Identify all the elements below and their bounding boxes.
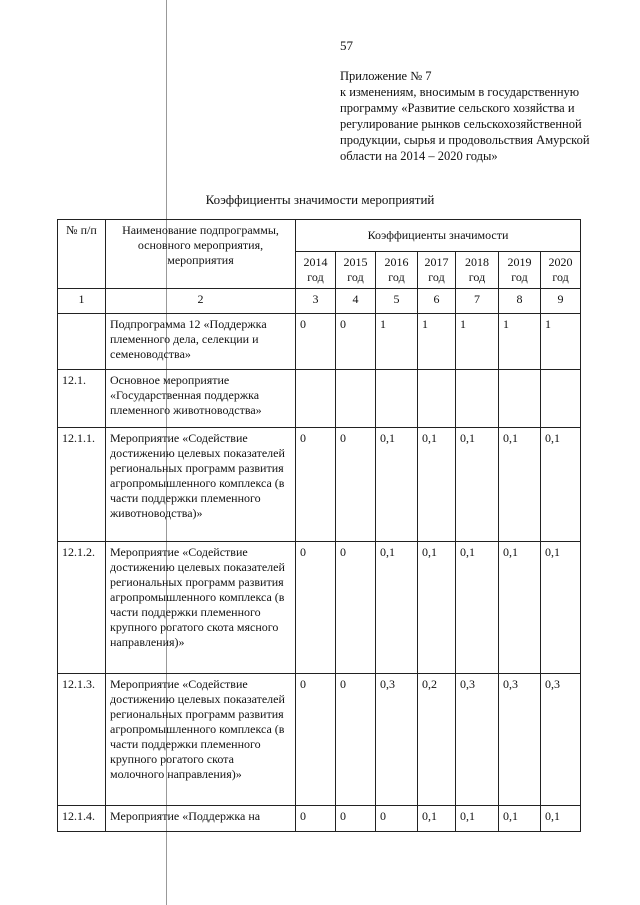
column-number: 2 — [106, 289, 296, 314]
year-cell: 2016 год — [376, 252, 418, 289]
row-value: 0,1 — [456, 806, 499, 832]
row-value: 0,1 — [499, 428, 541, 542]
row-value: 0,2 — [418, 674, 456, 806]
header-name: Наименование подпрограммы, основного мероприятия, мероприятия — [106, 220, 296, 289]
row-name: Мероприятие «Содействие достижению целевых показателей региональных программ развития агропромышленного комплекса (в части поддержки племенного крупного рогатого скота молочного направления)» — [106, 674, 296, 806]
year-cell: 2017 год — [418, 252, 456, 289]
header-number: № п/п — [58, 220, 106, 289]
row-value: 1 — [541, 314, 581, 370]
row-value — [541, 370, 581, 428]
row-value: 0 — [296, 428, 336, 542]
row-value: 0 — [336, 314, 376, 370]
column-number: 4 — [336, 289, 376, 314]
row-number: 12.1.1. — [58, 428, 106, 542]
row-value — [456, 370, 499, 428]
row-value: 1 — [456, 314, 499, 370]
table-row — [58, 314, 581, 370]
row-number — [58, 314, 106, 370]
row-value: 0,1 — [418, 542, 456, 674]
column-number: 8 — [499, 289, 541, 314]
column-number-row — [58, 289, 581, 314]
row-value — [418, 370, 456, 428]
row-name: Основное мероприятие «Государственная поддержка племенного животноводства» — [106, 370, 296, 428]
table-title: Коэффициенты значимости мероприятий — [205, 192, 435, 207]
row-value: 0,1 — [541, 806, 581, 832]
row-number: 12.1.4. — [58, 806, 106, 832]
appendix-subtitle: к изменениям, вносимым в государственную программу «Развитие сельского хозяйства и регулирование рынков сельскохозяйственной продукции, сырья и продовольствия Амурской области на 2014 – 2020 годы» — [340, 85, 590, 163]
row-value: 0,1 — [456, 428, 499, 542]
appendix-block — [340, 68, 630, 164]
table-row — [58, 428, 581, 542]
row-value — [296, 370, 336, 428]
row-value — [336, 370, 376, 428]
row-value: 1 — [499, 314, 541, 370]
column-number: 5 — [376, 289, 418, 314]
row-value: 0,1 — [418, 428, 456, 542]
row-name: Мероприятие «Содействие достижению целевых показателей региональных программ развития агропромышленного комплекса (в части поддержки племенного крупного рогатого скота мясного направления)» — [106, 542, 296, 674]
row-name: Подпрограмма 12 «Поддержка племенного дела, селекции и семеноводства» — [106, 314, 296, 370]
year-cell: 2020 год — [541, 252, 581, 289]
coefficients-table — [57, 219, 581, 832]
row-value: 0,1 — [376, 542, 418, 674]
column-number: 6 — [418, 289, 456, 314]
row-value: 1 — [418, 314, 456, 370]
year-cell: 2015 год — [336, 252, 376, 289]
column-number: 1 — [58, 289, 106, 314]
row-number: 12.1.2. — [58, 542, 106, 674]
row-value: 0 — [336, 674, 376, 806]
row-value: 0,3 — [499, 674, 541, 806]
row-value: 0,1 — [499, 806, 541, 832]
column-number: 7 — [456, 289, 499, 314]
header-coefficients: Коэффициенты значимости — [296, 220, 581, 252]
row-value: 0,1 — [541, 542, 581, 674]
column-number: 9 — [541, 289, 581, 314]
row-value: 0,3 — [456, 674, 499, 806]
row-value: 0,3 — [541, 674, 581, 806]
row-value: 0 — [376, 806, 418, 832]
row-value — [499, 370, 541, 428]
row-value: 0 — [336, 428, 376, 542]
row-value: 0 — [296, 314, 336, 370]
header-row — [58, 220, 581, 252]
row-value: 0 — [296, 674, 336, 806]
table-row — [58, 806, 581, 832]
row-value: 0,1 — [541, 428, 581, 542]
row-value: 0 — [296, 806, 336, 832]
row-value: 0,1 — [499, 542, 541, 674]
row-value: 0 — [336, 542, 376, 674]
row-number: 12.1. — [58, 370, 106, 428]
table-row — [58, 674, 581, 806]
year-cell: 2019 год — [499, 252, 541, 289]
row-value — [376, 370, 418, 428]
row-value: 0,1 — [376, 428, 418, 542]
year-cell: 2014 год — [296, 252, 336, 289]
row-value: 0 — [336, 806, 376, 832]
row-value: 0 — [296, 542, 336, 674]
column-number: 3 — [296, 289, 336, 314]
row-value: 1 — [376, 314, 418, 370]
row-name: Мероприятие «Содействие достижению целевых показателей региональных программ развития агропромышленного комплекса (в части поддержки племенного животноводства)» — [106, 428, 296, 542]
page-number: 57 — [340, 38, 353, 53]
table-row — [58, 542, 581, 674]
row-number: 12.1.3. — [58, 674, 106, 806]
row-name: Мероприятие «Поддержка на — [106, 806, 296, 832]
appendix-title: Приложение № 7 — [340, 69, 432, 83]
row-value: 0,1 — [418, 806, 456, 832]
row-value: 0,3 — [376, 674, 418, 806]
table-row — [58, 370, 581, 428]
row-value: 0,1 — [456, 542, 499, 674]
year-cell: 2018 год — [456, 252, 499, 289]
